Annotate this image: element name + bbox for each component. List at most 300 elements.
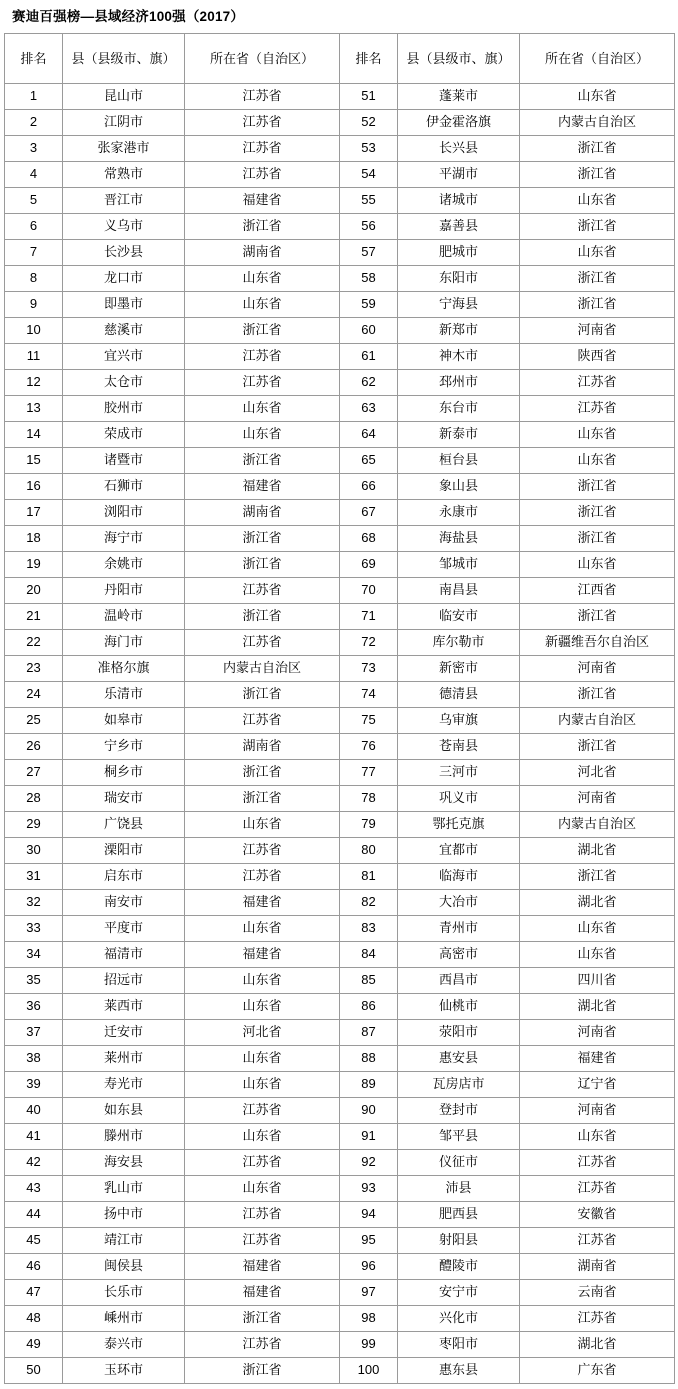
rank-cell-right: 78 xyxy=(340,785,398,811)
rank-cell-right: 99 xyxy=(340,1331,398,1357)
rank-cell-right: 76 xyxy=(340,733,398,759)
province-cell-left: 江苏省 xyxy=(185,1201,340,1227)
province-cell-left: 山东省 xyxy=(185,915,340,941)
rank-cell-left: 31 xyxy=(5,863,63,889)
table-row xyxy=(5,447,675,473)
county-cell-right: 青州市 xyxy=(398,915,520,941)
rank-cell-right: 68 xyxy=(340,525,398,551)
table-body xyxy=(5,83,675,1383)
county-cell-right: 永康市 xyxy=(398,499,520,525)
county-cell-left: 莱西市 xyxy=(63,993,185,1019)
table-row xyxy=(5,1071,675,1097)
rank-cell-left: 30 xyxy=(5,837,63,863)
table-row xyxy=(5,993,675,1019)
province-cell-right: 山东省 xyxy=(520,1123,675,1149)
rank-cell-left: 8 xyxy=(5,265,63,291)
county-cell-left: 即墨市 xyxy=(63,291,185,317)
county-cell-left: 泰兴市 xyxy=(63,1331,185,1357)
province-cell-right: 山东省 xyxy=(520,187,675,213)
province-cell-right: 新疆维吾尔自治区 xyxy=(520,629,675,655)
county-cell-left: 滕州市 xyxy=(63,1123,185,1149)
province-cell-right: 山东省 xyxy=(520,915,675,941)
county-cell-right: 大冶市 xyxy=(398,889,520,915)
county-cell-right: 东阳市 xyxy=(398,265,520,291)
county-cell-right: 新郑市 xyxy=(398,317,520,343)
rank-cell-right: 55 xyxy=(340,187,398,213)
county-cell-left: 丹阳市 xyxy=(63,577,185,603)
rank-cell-right: 54 xyxy=(340,161,398,187)
province-cell-left: 山东省 xyxy=(185,265,340,291)
rank-cell-left: 9 xyxy=(5,291,63,317)
rank-cell-left: 50 xyxy=(5,1357,63,1383)
rank-cell-right: 87 xyxy=(340,1019,398,1045)
rank-cell-right: 91 xyxy=(340,1123,398,1149)
province-cell-right: 河南省 xyxy=(520,317,675,343)
county-cell-left: 广饶县 xyxy=(63,811,185,837)
province-cell-left: 江苏省 xyxy=(185,707,340,733)
table-row xyxy=(5,239,675,265)
county-cell-right: 东台市 xyxy=(398,395,520,421)
rank-cell-right: 92 xyxy=(340,1149,398,1175)
table-row xyxy=(5,629,675,655)
province-cell-right: 山东省 xyxy=(520,551,675,577)
province-cell-right: 浙江省 xyxy=(520,291,675,317)
province-cell-right: 云南省 xyxy=(520,1279,675,1305)
province-cell-left: 浙江省 xyxy=(185,759,340,785)
county-cell-right: 登封市 xyxy=(398,1097,520,1123)
table-row xyxy=(5,1175,675,1201)
rank-cell-right: 80 xyxy=(340,837,398,863)
county-cell-right: 瓦房店市 xyxy=(398,1071,520,1097)
table-row xyxy=(5,733,675,759)
province-cell-left: 湖南省 xyxy=(185,499,340,525)
table-row xyxy=(5,395,675,421)
county-cell-left: 平度市 xyxy=(63,915,185,941)
province-cell-left: 湖南省 xyxy=(185,733,340,759)
county-cell-left: 宁乡市 xyxy=(63,733,185,759)
county-cell-right: 象山县 xyxy=(398,473,520,499)
rank-cell-right: 59 xyxy=(340,291,398,317)
rank-cell-left: 21 xyxy=(5,603,63,629)
rank-cell-right: 66 xyxy=(340,473,398,499)
rank-cell-left: 1 xyxy=(5,83,63,109)
province-cell-right: 河南省 xyxy=(520,1097,675,1123)
province-cell-right: 浙江省 xyxy=(520,135,675,161)
county-cell-left: 太仓市 xyxy=(63,369,185,395)
county-cell-right: 嘉善县 xyxy=(398,213,520,239)
rank-cell-left: 32 xyxy=(5,889,63,915)
province-cell-left: 山东省 xyxy=(185,1123,340,1149)
table-row xyxy=(5,1305,675,1331)
province-cell-right: 浙江省 xyxy=(520,161,675,187)
county-cell-right: 惠东县 xyxy=(398,1357,520,1383)
province-cell-left: 山东省 xyxy=(185,811,340,837)
county-cell-right: 海盐县 xyxy=(398,525,520,551)
province-cell-right: 湖北省 xyxy=(520,993,675,1019)
header-province-left: 所在省（自治区） xyxy=(185,33,340,83)
rank-cell-left: 22 xyxy=(5,629,63,655)
county-cell-left: 乳山市 xyxy=(63,1175,185,1201)
county-cell-left: 长乐市 xyxy=(63,1279,185,1305)
province-cell-left: 江苏省 xyxy=(185,577,340,603)
rank-cell-left: 38 xyxy=(5,1045,63,1071)
province-cell-right: 江苏省 xyxy=(520,395,675,421)
rank-cell-right: 75 xyxy=(340,707,398,733)
table-row xyxy=(5,525,675,551)
county-cell-right: 仪征市 xyxy=(398,1149,520,1175)
table-row xyxy=(5,135,675,161)
province-cell-right: 河南省 xyxy=(520,1019,675,1045)
province-cell-right: 浙江省 xyxy=(520,733,675,759)
county-cell-left: 常熟市 xyxy=(63,161,185,187)
rank-cell-left: 40 xyxy=(5,1097,63,1123)
rank-cell-left: 27 xyxy=(5,759,63,785)
province-cell-left: 山东省 xyxy=(185,421,340,447)
county-cell-right: 巩义市 xyxy=(398,785,520,811)
table-row xyxy=(5,343,675,369)
province-cell-left: 浙江省 xyxy=(185,213,340,239)
county-cell-left: 石狮市 xyxy=(63,473,185,499)
rank-cell-right: 67 xyxy=(340,499,398,525)
rank-cell-right: 58 xyxy=(340,265,398,291)
rank-cell-left: 2 xyxy=(5,109,63,135)
rank-cell-left: 6 xyxy=(5,213,63,239)
province-cell-right: 广东省 xyxy=(520,1357,675,1383)
county-cell-right: 醴陵市 xyxy=(398,1253,520,1279)
table-row xyxy=(5,1331,675,1357)
province-cell-right: 山东省 xyxy=(520,447,675,473)
county-cell-right: 新密市 xyxy=(398,655,520,681)
table-row xyxy=(5,83,675,109)
province-cell-right: 山东省 xyxy=(520,941,675,967)
table-row xyxy=(5,421,675,447)
county-cell-left: 荣成市 xyxy=(63,421,185,447)
county-cell-left: 莱州市 xyxy=(63,1045,185,1071)
rank-cell-left: 12 xyxy=(5,369,63,395)
rank-cell-left: 47 xyxy=(5,1279,63,1305)
rank-cell-left: 7 xyxy=(5,239,63,265)
province-cell-left: 河北省 xyxy=(185,1019,340,1045)
province-cell-right: 浙江省 xyxy=(520,863,675,889)
table-row xyxy=(5,1123,675,1149)
rank-cell-right: 74 xyxy=(340,681,398,707)
rank-cell-right: 89 xyxy=(340,1071,398,1097)
rank-cell-left: 4 xyxy=(5,161,63,187)
table-row xyxy=(5,837,675,863)
page-title: 赛迪百强榜—县域经济100强（2017） xyxy=(12,9,245,24)
rank-cell-left: 34 xyxy=(5,941,63,967)
county-cell-left: 温岭市 xyxy=(63,603,185,629)
county-cell-right: 高密市 xyxy=(398,941,520,967)
table-row xyxy=(5,1019,675,1045)
county-cell-left: 闽侯县 xyxy=(63,1253,185,1279)
rank-cell-right: 93 xyxy=(340,1175,398,1201)
province-cell-left: 江苏省 xyxy=(185,161,340,187)
rank-cell-right: 65 xyxy=(340,447,398,473)
province-cell-left: 浙江省 xyxy=(185,681,340,707)
province-cell-left: 内蒙古自治区 xyxy=(185,655,340,681)
rank-cell-right: 70 xyxy=(340,577,398,603)
county-cell-right: 安宁市 xyxy=(398,1279,520,1305)
county-cell-left: 长沙县 xyxy=(63,239,185,265)
rank-cell-left: 44 xyxy=(5,1201,63,1227)
table-row xyxy=(5,967,675,993)
county-cell-left: 晋江市 xyxy=(63,187,185,213)
rank-cell-left: 19 xyxy=(5,551,63,577)
table-row xyxy=(5,863,675,889)
province-cell-left: 福建省 xyxy=(185,889,340,915)
province-cell-right: 安徽省 xyxy=(520,1201,675,1227)
rank-cell-right: 77 xyxy=(340,759,398,785)
county-cell-left: 嵊州市 xyxy=(63,1305,185,1331)
table-row xyxy=(5,213,675,239)
province-cell-left: 江苏省 xyxy=(185,1331,340,1357)
county-cell-left: 迁安市 xyxy=(63,1019,185,1045)
header-province-right: 所在省（自治区） xyxy=(520,33,675,83)
province-cell-right: 河南省 xyxy=(520,785,675,811)
province-cell-right: 江苏省 xyxy=(520,1227,675,1253)
rank-cell-left: 41 xyxy=(5,1123,63,1149)
rank-cell-right: 57 xyxy=(340,239,398,265)
province-cell-right: 浙江省 xyxy=(520,681,675,707)
rank-cell-right: 98 xyxy=(340,1305,398,1331)
county-cell-right: 鄂托克旗 xyxy=(398,811,520,837)
table-header xyxy=(5,33,675,83)
rank-cell-left: 49 xyxy=(5,1331,63,1357)
rank-cell-right: 94 xyxy=(340,1201,398,1227)
rank-cell-left: 14 xyxy=(5,421,63,447)
rank-cell-right: 82 xyxy=(340,889,398,915)
county-cell-left: 海宁市 xyxy=(63,525,185,551)
county-cell-left: 海安县 xyxy=(63,1149,185,1175)
county-cell-right: 德清县 xyxy=(398,681,520,707)
header-county-right: 县（县级市、旗） xyxy=(398,33,520,83)
province-cell-right: 浙江省 xyxy=(520,213,675,239)
province-cell-right: 浙江省 xyxy=(520,525,675,551)
table-header-row xyxy=(5,33,675,83)
rank-cell-right: 90 xyxy=(340,1097,398,1123)
province-cell-right: 陕西省 xyxy=(520,343,675,369)
county-cell-left: 扬中市 xyxy=(63,1201,185,1227)
province-cell-right: 山东省 xyxy=(520,421,675,447)
province-cell-right: 山东省 xyxy=(520,83,675,109)
county-cell-left: 浏阳市 xyxy=(63,499,185,525)
province-cell-right: 江西省 xyxy=(520,577,675,603)
rank-cell-right: 83 xyxy=(340,915,398,941)
county-cell-left: 龙口市 xyxy=(63,265,185,291)
rank-cell-left: 23 xyxy=(5,655,63,681)
province-cell-right: 江苏省 xyxy=(520,1175,675,1201)
county-cell-right: 平湖市 xyxy=(398,161,520,187)
rank-cell-right: 60 xyxy=(340,317,398,343)
rank-cell-right: 52 xyxy=(340,109,398,135)
rank-cell-left: 33 xyxy=(5,915,63,941)
province-cell-right: 浙江省 xyxy=(520,499,675,525)
county-cell-right: 宜都市 xyxy=(398,837,520,863)
rank-cell-left: 45 xyxy=(5,1227,63,1253)
province-cell-left: 江苏省 xyxy=(185,1227,340,1253)
rank-cell-right: 81 xyxy=(340,863,398,889)
province-cell-right: 河南省 xyxy=(520,655,675,681)
rank-cell-right: 84 xyxy=(340,941,398,967)
province-cell-left: 福建省 xyxy=(185,187,340,213)
county-cell-left: 南安市 xyxy=(63,889,185,915)
county-cell-right: 苍南县 xyxy=(398,733,520,759)
province-cell-right: 山东省 xyxy=(520,239,675,265)
rank-cell-left: 5 xyxy=(5,187,63,213)
county-cell-right: 仙桃市 xyxy=(398,993,520,1019)
rank-cell-left: 26 xyxy=(5,733,63,759)
province-cell-left: 山东省 xyxy=(185,1175,340,1201)
county-cell-right: 兴化市 xyxy=(398,1305,520,1331)
county-cell-left: 张家港市 xyxy=(63,135,185,161)
county-cell-right: 诸城市 xyxy=(398,187,520,213)
county-cell-right: 枣阳市 xyxy=(398,1331,520,1357)
table-row xyxy=(5,603,675,629)
header-county-left: 县（县级市、旗） xyxy=(63,33,185,83)
rank-cell-left: 29 xyxy=(5,811,63,837)
rank-cell-right: 51 xyxy=(340,83,398,109)
table-row xyxy=(5,291,675,317)
table-row xyxy=(5,941,675,967)
county-cell-right: 西昌市 xyxy=(398,967,520,993)
county-cell-left: 玉环市 xyxy=(63,1357,185,1383)
province-cell-right: 湖北省 xyxy=(520,837,675,863)
province-cell-left: 浙江省 xyxy=(185,1357,340,1383)
county-cell-right: 临安市 xyxy=(398,603,520,629)
province-cell-left: 福建省 xyxy=(185,1253,340,1279)
county-cell-right: 三河市 xyxy=(398,759,520,785)
province-cell-left: 江苏省 xyxy=(185,109,340,135)
province-cell-left: 江苏省 xyxy=(185,135,340,161)
province-cell-left: 江苏省 xyxy=(185,863,340,889)
province-cell-left: 福建省 xyxy=(185,473,340,499)
rank-cell-left: 43 xyxy=(5,1175,63,1201)
rank-cell-left: 37 xyxy=(5,1019,63,1045)
table-row xyxy=(5,889,675,915)
county-cell-left: 福清市 xyxy=(63,941,185,967)
table-row xyxy=(5,681,675,707)
table-row xyxy=(5,161,675,187)
rank-cell-left: 3 xyxy=(5,135,63,161)
rank-cell-left: 24 xyxy=(5,681,63,707)
province-cell-left: 浙江省 xyxy=(185,603,340,629)
table-row xyxy=(5,551,675,577)
county-cell-right: 长兴县 xyxy=(398,135,520,161)
rank-cell-left: 48 xyxy=(5,1305,63,1331)
table-row xyxy=(5,655,675,681)
county-cell-right: 新泰市 xyxy=(398,421,520,447)
province-cell-right: 浙江省 xyxy=(520,603,675,629)
rank-cell-right: 85 xyxy=(340,967,398,993)
county-cell-left: 余姚市 xyxy=(63,551,185,577)
province-cell-right: 内蒙古自治区 xyxy=(520,707,675,733)
province-cell-left: 福建省 xyxy=(185,1279,340,1305)
county-cell-left: 乐清市 xyxy=(63,681,185,707)
county-cell-right: 库尔勒市 xyxy=(398,629,520,655)
rank-cell-left: 20 xyxy=(5,577,63,603)
province-cell-left: 山东省 xyxy=(185,993,340,1019)
province-cell-right: 江苏省 xyxy=(520,1149,675,1175)
county-cell-left: 招远市 xyxy=(63,967,185,993)
province-cell-left: 浙江省 xyxy=(185,525,340,551)
province-cell-left: 浙江省 xyxy=(185,785,340,811)
header-rank-right: 排名 xyxy=(340,33,398,83)
table-row xyxy=(5,109,675,135)
county-cell-right: 邹平县 xyxy=(398,1123,520,1149)
table-row xyxy=(5,1227,675,1253)
county-cell-left: 如皋市 xyxy=(63,707,185,733)
rank-cell-right: 53 xyxy=(340,135,398,161)
county-cell-left: 如东县 xyxy=(63,1097,185,1123)
rank-cell-right: 100 xyxy=(340,1357,398,1383)
table-row xyxy=(5,707,675,733)
county-cell-left: 慈溪市 xyxy=(63,317,185,343)
county-cell-right: 惠安县 xyxy=(398,1045,520,1071)
table-row xyxy=(5,1357,675,1383)
county-economy-rank-table xyxy=(4,33,675,1384)
rank-cell-right: 97 xyxy=(340,1279,398,1305)
county-cell-right: 临海市 xyxy=(398,863,520,889)
province-cell-left: 浙江省 xyxy=(185,447,340,473)
province-cell-right: 湖北省 xyxy=(520,1331,675,1357)
rank-cell-left: 15 xyxy=(5,447,63,473)
county-cell-right: 蓬莱市 xyxy=(398,83,520,109)
county-cell-right: 射阳县 xyxy=(398,1227,520,1253)
rank-cell-right: 64 xyxy=(340,421,398,447)
province-cell-left: 山东省 xyxy=(185,1045,340,1071)
rank-cell-left: 39 xyxy=(5,1071,63,1097)
province-cell-left: 浙江省 xyxy=(185,551,340,577)
rank-cell-right: 71 xyxy=(340,603,398,629)
province-cell-right: 湖北省 xyxy=(520,889,675,915)
table-row xyxy=(5,317,675,343)
rank-cell-left: 28 xyxy=(5,785,63,811)
table-row xyxy=(5,473,675,499)
province-cell-left: 江苏省 xyxy=(185,369,340,395)
province-cell-right: 内蒙古自治区 xyxy=(520,811,675,837)
table-row xyxy=(5,785,675,811)
county-cell-right: 乌审旗 xyxy=(398,707,520,733)
county-cell-right: 桓台县 xyxy=(398,447,520,473)
rank-cell-left: 18 xyxy=(5,525,63,551)
county-cell-right: 沛县 xyxy=(398,1175,520,1201)
county-cell-right: 邳州市 xyxy=(398,369,520,395)
table-row xyxy=(5,499,675,525)
rank-cell-left: 17 xyxy=(5,499,63,525)
province-cell-left: 江苏省 xyxy=(185,1097,340,1123)
province-cell-left: 浙江省 xyxy=(185,1305,340,1331)
rank-cell-right: 86 xyxy=(340,993,398,1019)
rank-cell-left: 13 xyxy=(5,395,63,421)
province-cell-right: 内蒙古自治区 xyxy=(520,109,675,135)
rank-cell-right: 79 xyxy=(340,811,398,837)
rank-cell-right: 61 xyxy=(340,343,398,369)
rank-cell-left: 11 xyxy=(5,343,63,369)
province-cell-right: 福建省 xyxy=(520,1045,675,1071)
province-cell-left: 山东省 xyxy=(185,967,340,993)
county-cell-right: 宁海县 xyxy=(398,291,520,317)
county-cell-left: 溧阳市 xyxy=(63,837,185,863)
county-cell-right: 南昌县 xyxy=(398,577,520,603)
rank-cell-right: 72 xyxy=(340,629,398,655)
county-cell-left: 瑞安市 xyxy=(63,785,185,811)
county-cell-right: 肥城市 xyxy=(398,239,520,265)
table-row xyxy=(5,1253,675,1279)
table-row xyxy=(5,811,675,837)
rank-cell-right: 56 xyxy=(340,213,398,239)
table-row xyxy=(5,1045,675,1071)
